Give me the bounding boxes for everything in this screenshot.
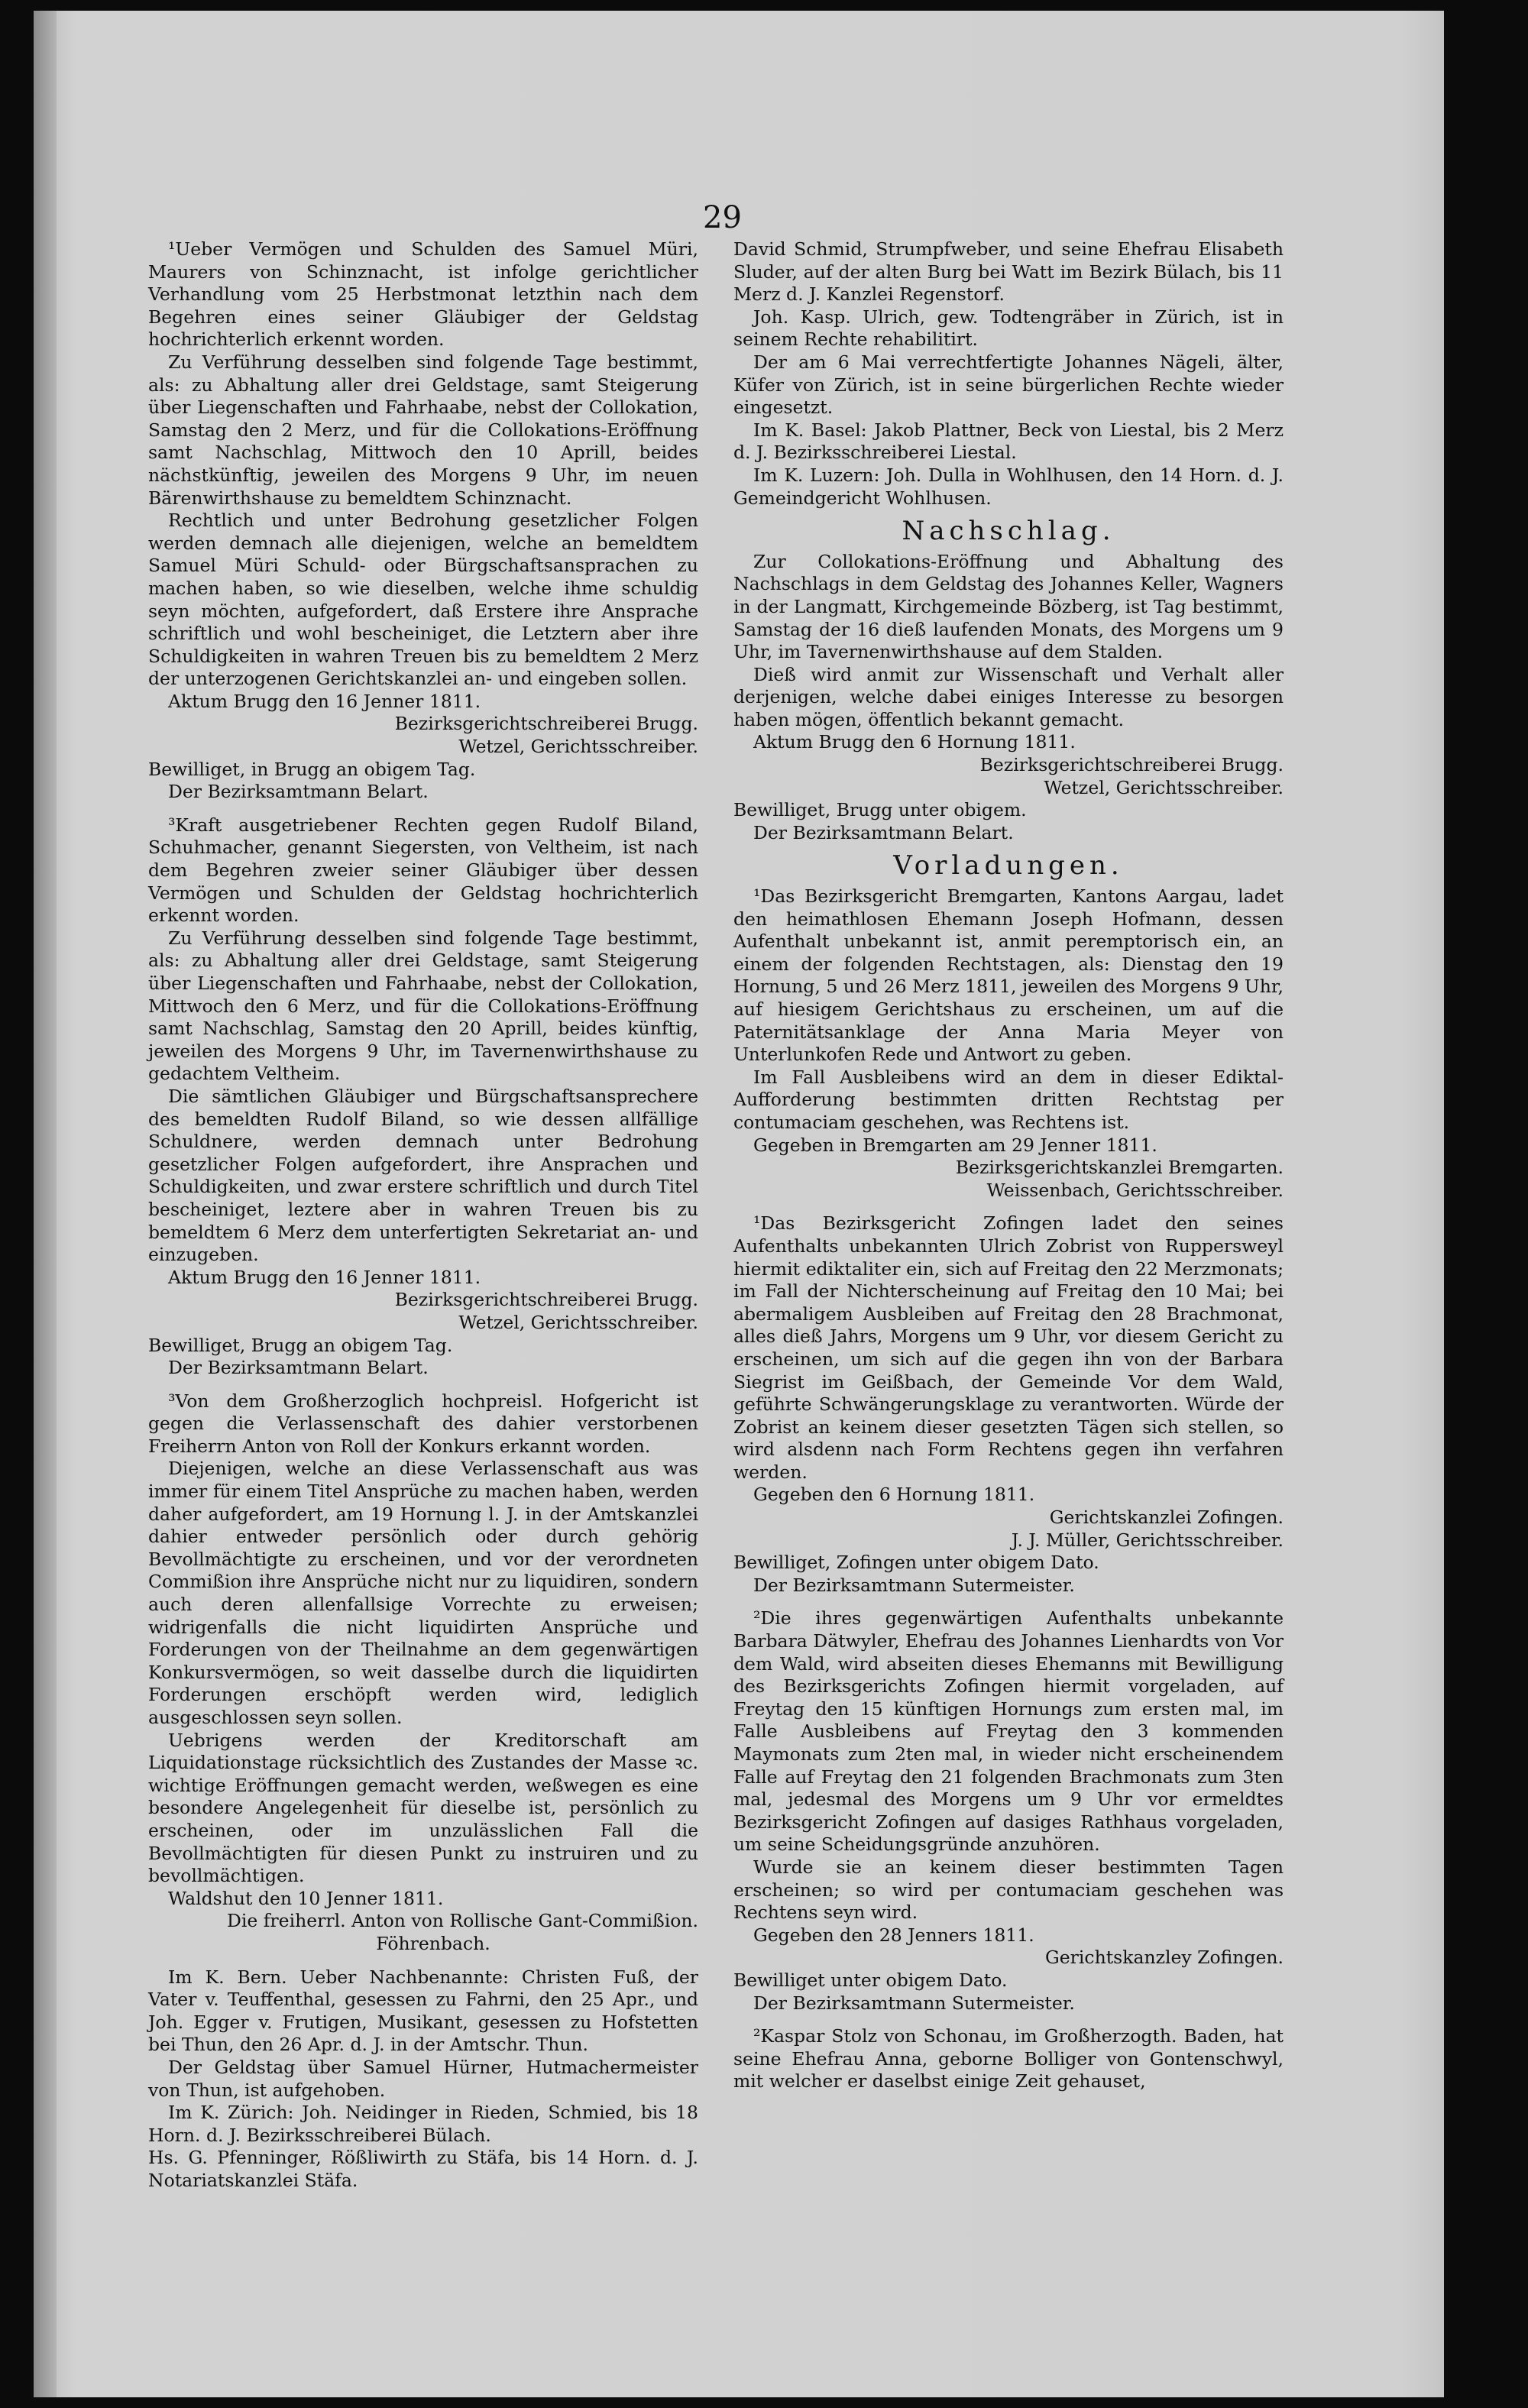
notice-keller-body: Dieß wird anmit zur Wissenschaft und Verhalt aller derjenigen, welche dabei einiges Interesse zu besorgen haben mögen, öffentlich bekannt gemacht. xyxy=(733,663,1284,730)
notice-mueri-intro: ¹Ueber Vermögen und Schulden des Samuel Müri, Maurers von Schinznacht, ist infolge gerichtlicher Verhandlung vom 25 Herbstmonat letzthin nach dem Begehren eines seiner Gläubiger der Geldstag hochrichterlich erkennt worden. xyxy=(148,238,698,351)
notice-approval: Bewilliget unter obigem Dato. xyxy=(733,1969,1008,1991)
notice-office: Gerichtskanzlei Zofingen. xyxy=(1049,1507,1284,1529)
notice-stolz: ²Kaspar Stolz von Schonau, im Großherzogth. Baden, hat seine Ehefrau Anna, geborne Bolliger von Gontenschwyl, mit welcher er daselbst einige Zeit gehauset, xyxy=(733,2025,1284,2092)
notice-date: Aktum Brugg den 16 Jenner 1811. xyxy=(168,690,481,712)
notice-date: Gegeben den 6 Hornung 1811. xyxy=(753,1484,1035,1506)
notice-mueri-summons: Rechtlich und unter Bedrohung gesetzlicher Folgen werden demnach alle diejenigen, welche an bemeldtem Samuel Müri Schuld- oder Bürgschaftsansprachen zu machen haben, so wie dieselben, welche ihme schuldig seyn möchten, aufgefordert, daß Erstere ihre Ansprache schriftlich und wohl bescheiniget, die Letztern aber ihre Schuldigkeiten in wahren Treuen bis zu bemeldtem 2 Merz der unterzogenen Gerichtskanzlei an- und eingeben sollen. xyxy=(148,510,698,690)
notice-signature: Wetzel, Gerichtsschreiber. xyxy=(458,1311,698,1333)
notice-hofmann-intro: ¹Das Bezirksgericht Bremgarten, Kantons Aargau, ladet den heimathlosen Ehemann Joseph Hofmann, dessen Aufenthalt unbekannt ist, anmit peremptorisch ein, an einem der folgenden Rechtstagen, als: Dienstag den 19 Hornung, 5 und 26 Merz 1811, jeweilen des Morgens 9 Uhr, auf hiesigem Gerichtshaus zu erscheinen, um auf die Paternitätsanklage der Anna Maria Meyer von Unterlunkofen Rede und Antwort zu geben. xyxy=(733,885,1284,1066)
notice-signature: Föhrenbach. xyxy=(376,1932,490,1954)
notice-office: Gerichtskanzley Zofingen. xyxy=(1044,1947,1284,1969)
notice-signature: Weissenbach, Gerichtsschreiber. xyxy=(986,1179,1284,1201)
notice-office: Bezirksgerichtschreiberei Brugg. xyxy=(979,754,1284,776)
notice-daetwyler-intro: ²Die ihres gegenwärtigen Aufenthalts unbekannte Barbara Dätwyler, Ehefrau des Johannes Lienhardts von Vor dem Wald, wird abseiten dieses Ehemanns mit Bewilligung des Bezirksgerichts Zofingen hiermit vorgeladen, auf Freytag den 15 künftigen Hornungs zum ersten mal, im Falle Ausbleibens auf Freytag den 3 kommenden Maymonats zum 2ten mal, in wieder nicht erscheinendem Falle auf Freytag den 21 folgenden Brachmonats zum 3ten mal, jedesmal des Morgens um 9 Uhr vor ermeldtes Bezirksgericht Zofingen auf dasiges Rathhaus vorgeladen, um seine Scheidungsgründe anzuhören. xyxy=(733,1607,1284,1856)
list-zuerich: Im K. Zürich: Joh. Neidinger in Rieden, Schmied, bis 18 Horn. d. J. Bezirksschreiberei Bülach. xyxy=(148,2102,698,2146)
notice-official: Der Bezirksamtmann Sutermeister. xyxy=(753,1574,1075,1596)
notice-signature: Wetzel, Gerichtsschreiber. xyxy=(458,736,698,758)
notice-roll-intro: ³Von dem Großherzoglich hochpreisl. Hofgericht ist gegen die Verlassenschaft des dahier verstorbenen Freiherrn Anton von Roll der Konkurs erkannt worden. xyxy=(148,1390,698,1457)
notice-official: Der Bezirksamtmann Belart. xyxy=(168,781,429,803)
notice-approval: Bewilliget, Zofingen unter obigem Dato. xyxy=(733,1552,1099,1574)
notice-approval: Bewilliget, Brugg an obigem Tag. xyxy=(148,1334,453,1356)
notice-office: Bezirksgerichtschreiberei Brugg. xyxy=(394,713,698,735)
notice-mueri-dates: Zu Verführung desselben sind folgende Tage bestimmt, als: zu Abhaltung aller drei Geldstage, samt Steigerung über Liegenschaften und Fahrhaabe, nebst der Collokation, Samstag den 2 Merz, und für die Collokations-Eröffnung samt Nachschlag, Mittwoch den 10 Aprill, beides nächstkünftig, jeweilen des Morgens 9 Uhr, im neuen Bärenwirthshause zu bemeldtem Schinznacht. xyxy=(148,351,698,509)
notice-official: Der Bezirksamtmann Belart. xyxy=(168,1357,429,1379)
list-pfenninger: Hs. G. Pfenninger, Rößliwirth zu Stäfa, bis 14 Horn. d. J. Notariatskanzlei Stäfa. xyxy=(148,2147,698,2191)
notice-signature: J. J. Müller, Gerichtsschreiber. xyxy=(1011,1529,1284,1551)
notice-office: Bezirksgerichtschreiberei Brugg. xyxy=(394,1289,698,1311)
list-bern: Im K. Bern. Ueber Nachbenannte: Christen Fuß, der Vater v. Teuffenthal, gesessen zu Fahrni, den 25 Apr., und Joh. Egger v. Frutigen, Musikant, gesessen zu Hofstetten bei Thun, den 26 Apr. d. J. in der Amtschr. Thun. xyxy=(148,1966,698,2056)
list-luzern: Im K. Luzern: Joh. Dulla in Wohlhusen, den 14 Horn. d. J. Gemeindgericht Wohlhusen. xyxy=(733,464,1284,509)
notice-roll-details: Uebrigens werden der Kreditorschaft am Liquidationstage rücksichtlich des Zustandes der Masse ꝛc. wichtige Eröffnungen gemacht werden, weßwegen es eine besondere Angelegenheit für dieselbe ist, persönlich zu erscheinen, oder im unzulässlichen Fall die Bevollmächtigten für diesen Punkt zu instruiren und zu bevollmächtigen. xyxy=(148,1729,698,1887)
notice-daetwyler-body: Wurde sie an keinem dieser bestimmten Tagen erscheinen; so wird per contumaciam geschehen was Rechtens seyn wird. xyxy=(733,1856,1284,1924)
notice-zobrist: ¹Das Bezirksgericht Zofingen ladet den seines Aufenthalts unbekannten Ulrich Zobrist von Ruppersweyl hiermit ediktaliter ein, sich auf Freitag den 22 Merzmonats; im Fall der Nichterscheinung auf Freitag den 10 Mai; bei abermaligem Ausbleiben auf Freitag den 28 Brachmonat, alles dieß Jahrs, Morgens um 9 Uhr, vor diesem Gericht zu erscheinen, um sich auf die gegen ihn von der Barbara Siegrist im Geißbach, der Gemeinde Vor dem Wald, geführte Schwängerungsklage zu verantworten. Würde der Zobrist an keinem dieser gesetzten Tägen sich stellen, so wird alsdenn nach Form Rechtens gegen ihn verfahren werden. xyxy=(733,1212,1284,1483)
list-ulrich: Joh. Kasp. Ulrich, gew. Todtengräber in Zürich, ist in seinem Rechte rehabilitirt. xyxy=(733,306,1284,351)
notice-office: Bezirksgerichtskanzlei Bremgarten. xyxy=(955,1157,1284,1179)
notice-biland-summons: Die sämtlichen Gläubiger und Bürgschaftsansprechere des bemeldten Rudolf Biland, so wie dessen allfällige Schuldnere, werden demnach unter Bedrohung gesetzlicher Folgen aufgefordert, ihre Ansprachen und Schuldigkeiten, und zwar erstere schriftlich und durch Titel bescheiniget, leztere aber in wahren Treuen bis zu bemeldtem 6 Merz dem unterfertigten Sekretariat an- und einzugeben. xyxy=(148,1085,698,1266)
list-naegeli: Der am 6 Mai verrechtfertigte Johannes Nägeli, älter, Küfer von Zürich, ist in seine bürgerlichen Rechte wieder eingesetzt. xyxy=(733,351,1284,419)
list-schmid: David Schmid, Strumpfweber, und seine Ehefrau Elisabeth Sluder, auf der alten Burg bei Watt im Bezirk Bülach, bis 11 Merz d. J. Kanzlei Regenstorf. xyxy=(733,238,1284,306)
right-column xyxy=(733,238,1284,2093)
notice-office: Die freiherrl. Anton von Rollische Gant-Commißion. xyxy=(227,1910,698,1932)
section-heading-vorladungen: Vorladungen. xyxy=(893,850,1124,882)
notice-approval: Bewilliget, Brugg unter obigem. xyxy=(733,799,1027,821)
notice-biland-intro: ³Kraft ausgetriebener Rechten gegen Rudolf Biland, Schuhmacher, genannt Siegersten, von Veltheim, ist nach dem Begehren zweier seiner Gläubiger über dessen Vermögen und Schulden der Geldstag hochrichterlich erkennt worden. xyxy=(148,814,698,927)
notice-approval: Bewilliget, in Brugg an obigem Tag. xyxy=(148,758,476,780)
notice-date: Gegeben in Bremgarten am 29 Jenner 1811. xyxy=(753,1134,1157,1156)
list-huerner: Der Geldstag über Samuel Hürner, Hutmachermeister von Thun, ist aufgehoben. xyxy=(148,2056,698,2101)
notice-date: Gegeben den 28 Jenners 1811. xyxy=(753,1924,1034,1946)
notice-biland-dates: Zu Verführung desselben sind folgende Tage bestimmt, als: zu Abhaltung aller drei Geldstage, samt Steigerung über Liegenschaften und Fahrhaabe, nebst der Collokation, Mittwoch den 6 Merz, und für die Collokations-Eröffnung samt Nachschlag, Samstag den 20 Aprill, beides künftig, jeweilen des Morgens 9 Uhr, im Tavernenwirthshause zu gedachtem Veltheim. xyxy=(148,927,698,1085)
notice-official: Der Bezirksamtmann Belart. xyxy=(753,821,1014,843)
list-basel: Im K. Basel: Jakob Plattner, Beck von Liestal, bis 2 Merz d. J. Bezirksschreiberei Liestal. xyxy=(733,419,1284,464)
notice-signature: Wetzel, Gerichtsschreiber. xyxy=(1044,776,1284,798)
notice-roll-summons: Diejenigen, welche an diese Verlassenschaft aus was immer für einem Titel Ansprüche zu machen haben, werden daher aufgefordert, am 19 Hornung l. J. in der Amtskanzlei dahier entweder persönlich oder durch gehörig Bevollmächtigte zu erscheinen, und vor der verordneten Commißion ihre Ansprüche nicht nur zu liquidiren, sondern auch deren allenfallsige Vorrechte zu erweisen; widrigenfalls die nicht liquidirten Ansprüche und Forderungen von der Theilnahme an dem gegenwärtigen Konkursvermögen, so weit dasselbe durch die liquidirten Forderungen erschöpft werden wird, lediglich ausgeschlossen seyn sollen. xyxy=(148,1458,698,1728)
page-number: 29 xyxy=(703,200,742,235)
notice-official: Der Bezirksamtmann Sutermeister. xyxy=(753,1992,1075,2014)
notice-hofmann-body: Im Fall Ausbleibens wird an dem in dieser Ediktal-Aufforderung bestimmten dritten Rechtstag per contumaciam geschehen, was Rechtens ist. xyxy=(733,1066,1284,1133)
scan-border xyxy=(1444,0,1528,2408)
notice-date: Aktum Brugg den 6 Hornung 1811. xyxy=(753,731,1076,753)
notice-date: Aktum Brugg den 16 Jenner 1811. xyxy=(168,1266,481,1288)
page-gutter xyxy=(34,11,57,2397)
notice-keller-intro: Zur Collokations-Eröffnung und Abhaltung des Nachschlags in dem Geldstag des Johannes Keller, Wagners in der Langmatt, Kirchgemeinde Bözberg, ist Tag bestimmt, Samstag der 16 dieß laufenden Monats, des Morgens um 9 Uhr, im Tavernenwirthshause auf dem Stalden. xyxy=(733,550,1284,663)
section-heading-nachschlag: Nachschlag. xyxy=(902,516,1115,547)
notice-date: Waldshut den 10 Jenner 1811. xyxy=(168,1887,444,1909)
left-column xyxy=(148,238,698,2192)
